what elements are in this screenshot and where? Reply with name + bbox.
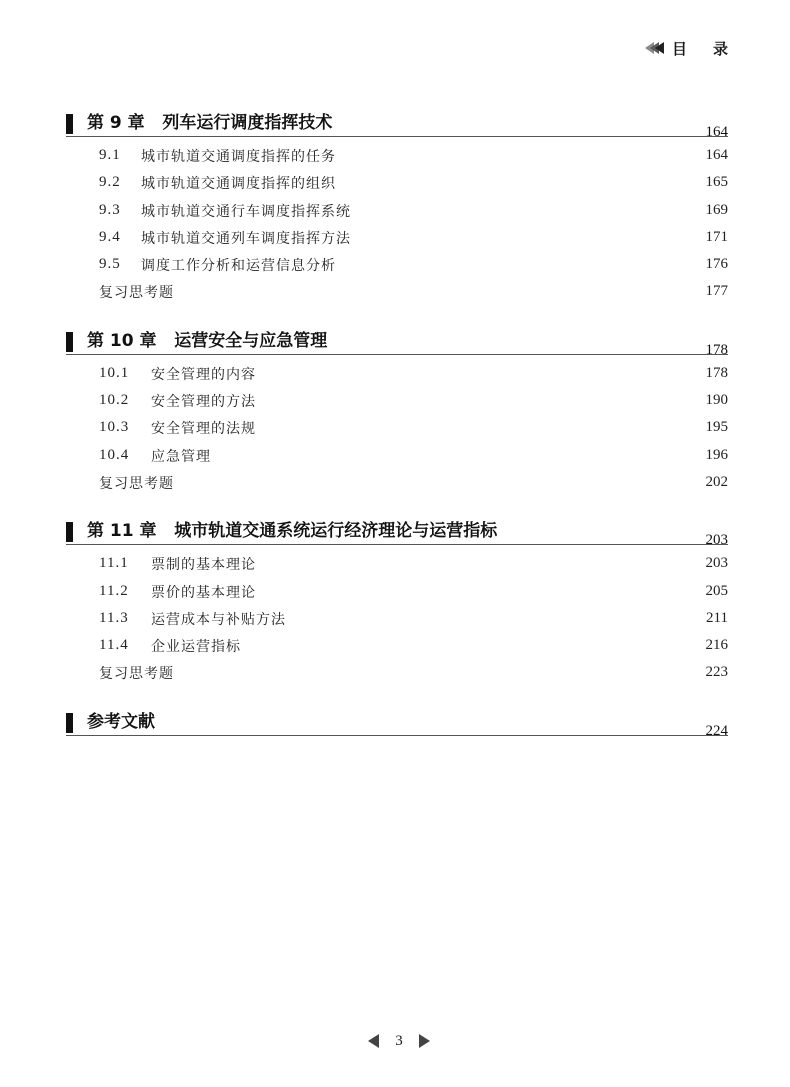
section-number: 11.3 xyxy=(99,609,129,626)
section-number: 10.2 xyxy=(99,392,130,409)
section-page-number: 169 xyxy=(705,201,728,218)
chapter-marker-bar xyxy=(66,522,73,542)
section-number: 9.1 xyxy=(99,147,121,163)
section-list xyxy=(66,545,728,686)
chapter-page-number: 178 xyxy=(705,341,728,358)
section-title: 复习思考题 xyxy=(99,666,174,683)
toc-entry xyxy=(66,142,728,169)
chapter-marker-bar xyxy=(66,114,73,134)
toc-entry xyxy=(66,278,728,305)
chapter-title: 参考文献 xyxy=(87,711,155,732)
section-page-number: 211 xyxy=(706,609,728,626)
chapter-page-number: 203 xyxy=(705,532,728,549)
section-list xyxy=(66,137,728,306)
section-title: 复习思考题 xyxy=(99,285,174,302)
section-page-number: 190 xyxy=(705,392,728,409)
chapter-title: 第 9 章 列车运行调度指挥技术 xyxy=(87,113,333,133)
chapter-marker-bar xyxy=(66,332,73,352)
section-page-number: 195 xyxy=(705,419,728,436)
page-number: 3 xyxy=(395,1032,403,1049)
section-number: 10.3 xyxy=(99,419,130,436)
toc-entry xyxy=(66,360,728,387)
section-title: 调度工作分析和运营信息分析 xyxy=(141,258,336,275)
section-title: 城市轨道交通调度指挥的组织 xyxy=(141,176,336,193)
chapter-heading xyxy=(66,518,728,549)
toc-entry xyxy=(66,469,728,496)
running-head-title: 目录 xyxy=(671,39,754,58)
toc-entry xyxy=(66,578,728,605)
section-title: 运营成本与补贴方法 xyxy=(151,611,286,628)
toc-entry xyxy=(66,659,728,686)
toc-entry xyxy=(66,414,728,441)
chapter-heading xyxy=(66,110,728,140)
section-title: 企业运营指标 xyxy=(151,639,241,656)
back-arrows-icon xyxy=(645,42,666,54)
chapter-title: 第 11 章 城市轨道交通系统运行经济理论与运营指标 xyxy=(87,521,498,542)
toc-entry xyxy=(66,632,728,659)
section-number: 9.4 xyxy=(99,228,121,245)
section-number: 9.3 xyxy=(99,201,121,218)
section-page-number: 176 xyxy=(705,256,728,273)
toc-entry xyxy=(66,442,728,469)
chapter-section xyxy=(66,518,728,686)
section-number: 9.2 xyxy=(99,174,121,191)
section-title: 城市轨道交通调度指挥的任务 xyxy=(141,149,336,165)
section-page-number: 203 xyxy=(705,555,728,572)
section-title: 城市轨道交通行车调度指挥系统 xyxy=(141,203,351,220)
toc-entry xyxy=(66,169,728,196)
toc-entry xyxy=(66,224,728,251)
toc-entry xyxy=(66,197,728,224)
section-title: 安全管理的方法 xyxy=(151,394,256,411)
section-page-number: 171 xyxy=(705,228,728,245)
section-page-number: 178 xyxy=(705,364,728,381)
section-page-number: 202 xyxy=(705,473,728,490)
toc-entry xyxy=(66,550,728,577)
toc-entry xyxy=(66,605,728,632)
chapter-heading xyxy=(66,709,728,739)
section-number: 11.4 xyxy=(99,637,129,654)
section-page-number: 165 xyxy=(705,174,728,191)
chapter-section xyxy=(66,110,728,306)
section-title: 票价的基本理论 xyxy=(151,584,256,601)
running-head xyxy=(645,38,754,58)
chapter-page-number: 164 xyxy=(705,124,728,140)
chapter-section xyxy=(66,709,728,739)
section-title: 城市轨道交通列车调度指挥方法 xyxy=(141,230,351,247)
next-page-icon xyxy=(419,1034,430,1048)
section-title: 安全管理的法规 xyxy=(151,421,256,438)
chapter-marker-bar xyxy=(66,713,73,733)
section-list xyxy=(66,355,728,496)
section-number: 10.1 xyxy=(99,364,130,381)
section-title: 复习思考题 xyxy=(99,475,174,492)
section-page-number: 164 xyxy=(705,147,728,163)
section-number: 10.4 xyxy=(99,446,130,463)
section-title: 安全管理的内容 xyxy=(151,366,256,383)
chapter-page-number: 224 xyxy=(705,722,728,739)
chapter-heading xyxy=(66,328,728,358)
section-number: 9.5 xyxy=(99,256,121,273)
toc-entry xyxy=(66,251,728,278)
toc-entry xyxy=(66,387,728,414)
section-page-number: 177 xyxy=(705,283,728,300)
table-of-contents xyxy=(66,110,728,758)
section-title: 票制的基本理论 xyxy=(151,557,256,574)
page-folio xyxy=(368,1031,430,1051)
section-title: 应急管理 xyxy=(151,448,211,465)
chapter-section xyxy=(66,328,728,496)
section-page-number: 223 xyxy=(705,664,728,681)
section-page-number: 196 xyxy=(705,446,728,463)
section-number: 11.2 xyxy=(99,582,129,599)
section-page-number: 205 xyxy=(705,582,728,599)
section-number: 11.1 xyxy=(99,555,129,572)
prev-page-icon xyxy=(368,1034,379,1048)
section-page-number: 216 xyxy=(705,637,728,654)
chapter-title: 第 10 章 运营安全与应急管理 xyxy=(87,330,328,351)
